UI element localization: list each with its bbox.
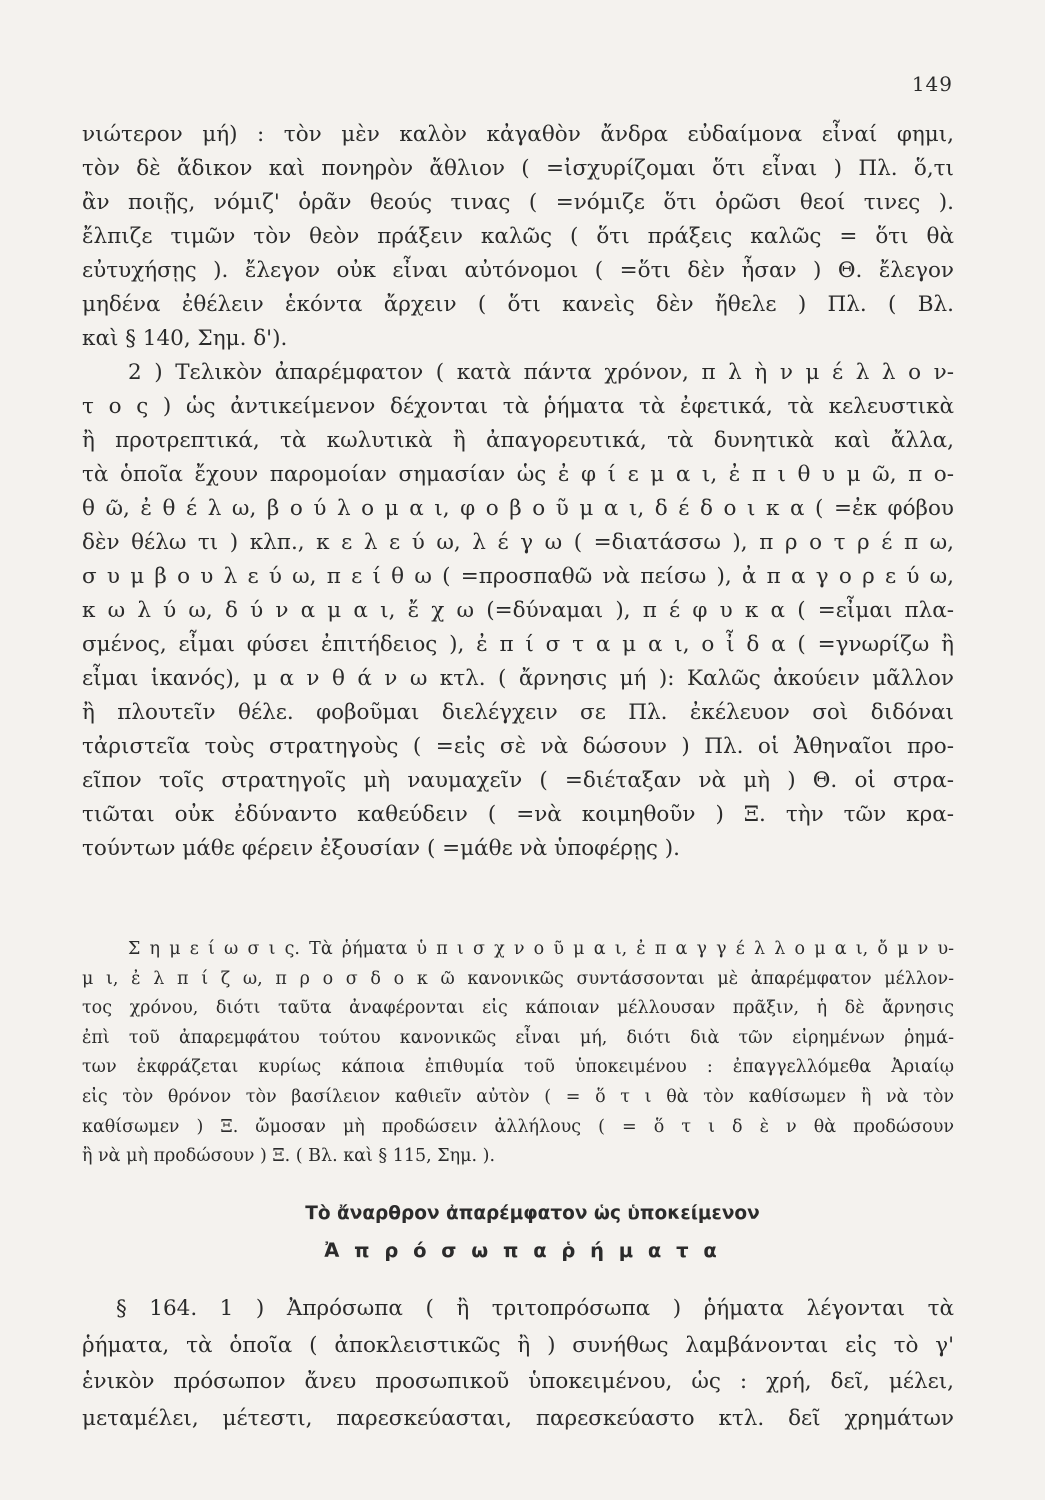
note-block xyxy=(82,935,954,1172)
text-line: εὐτυχήσῃς ). ἔλεγον οὐκ εἶναι αὐτόνομοι ( =ὅτι δὲν ἦσαν ) Θ. ἔλεγον xyxy=(82,258,954,283)
text-line: θ ῶ, ἐ θ έ λ ω, β ο ύ λ ο μ α ι, φ ο β ο ῦ μ α ι, δ έ δ ο ι κ α ( =ἐκ φόβου xyxy=(82,496,954,521)
section-line: ῥήματα, τὰ ὁποῖα ( ἀποκλειστικῶς ἢ ) συνήθως λαμβάνονται εἰς τὸ γ' xyxy=(82,1332,954,1358)
text-line: τἀριστεῖα τοὺς στρατηγοὺς ( =εἰς σὲ νὰ δώσουν ) Πλ. οἱ Ἀθηναῖοι προ- xyxy=(82,734,954,759)
note-line: των ἐκφράζεται κυρίως κάποια ἐπιθυμία τοῦ ὑποκειμένου : ἐπαγγελλόμεθα Ἀριαίῳ xyxy=(82,1057,954,1078)
text-line: τιῶται οὐκ ἐδύναντο καθεύδειν ( =νὰ κοιμηθοῦν ) Ξ. τὴν τῶν κρα- xyxy=(82,802,954,827)
text-line: τ ο ς ) ὡς ἀντικείμενον δέχονται τὰ ῥήματα τὰ ἐφετικά, τὰ κελευστικὰ xyxy=(82,394,954,419)
text-line: νιώτερον μή) : τὸν μὲν καλὸν κἀγαθὸν ἄνδρα εὐδαίμονα εἶναί φημι, xyxy=(82,122,954,147)
text-line: ἂν ποιῇς, νόμιζ' ὁρᾶν θεούς τινας ( =νόμιζε ὅτι ὁρῶσι θεοί τινες ). xyxy=(82,190,954,215)
section-heading: Τὸ ἄναρθρον ἀπαρέμφατον ὡς ὑποκείμενον xyxy=(305,1203,760,1224)
note-line: Σ η μ ε ί ω σ ι ς. Τὰ ῥήματα ὑ π ι σ χ ν ο ῦ μ α ι, ἐ π α γ γ έ λ λ ο μ α ι, ὄ μ ν υ- xyxy=(128,939,954,959)
text-line: καὶ § 140, Σημ. δ'). xyxy=(82,326,288,351)
page-number: 149 xyxy=(911,72,953,96)
text-line: σ υ μ β ο υ λ ε ύ ω, π ε ί θ ω ( =προσπαθῶ νὰ πείσω ), ἀ π α γ ο ρ ε ύ ω, xyxy=(82,564,954,589)
text-line: τὸν δὲ ἄδικον καὶ πονηρὸν ἄθλιον ( =ἰσχυρίζομαι ὅτι εἶναι ) Πλ. ὅ,τι xyxy=(82,156,954,181)
text-line: 2 ) Τελικὸν ἀπαρέμφατον ( κατὰ πάντα χρόνον, π λ ὴ ν μ έ λ λ ο ν- xyxy=(128,360,954,385)
text-line: μηδένα ἐθέλειν ἑκόντα ἄρχειν ( ὅτι κανεὶς δὲν ἤθελε ) Πλ. ( Βλ. xyxy=(82,292,954,317)
text-line: τούντων μάθε φέρειν ἐξουσίαν ( =μάθε νὰ ὑποφέρῃς ). xyxy=(82,836,680,861)
text-line: ἔλπιζε τιμῶν τὸν θεὸν πράξειν καλῶς ( ὅτι πράξεις καλῶς = ὅτι θὰ xyxy=(82,224,954,249)
text-line: εἶμαι ἱκανός), μ α ν θ ά ν ω κτλ. ( ἄρνησις μή ): Καλῶς ἀκούειν μᾶλλον xyxy=(82,666,954,691)
note-line: μ ι, ἐ λ π ί ζ ω, π ρ ο σ δ ο κ ῶ κανονικῶς συντάσσονται μὲ ἀπαρέμφατον μέλλον- xyxy=(82,968,954,989)
text-line: ἢ πλουτεῖν θέλε. φοβοῦμαι διελέγχειν σε Πλ. ἐκέλευον σοὶ διδόναι xyxy=(82,700,954,725)
text-line: εῖπον τοῖς στρατηγοῖς μὴ ναυμαχεῖν ( =διέταξαν νὰ μὴ ) Θ. οἱ στρα- xyxy=(82,768,954,793)
note-line: καθίσωμεν ) Ξ. ὤμοσαν μὴ προδώσειν ἀλλήλους ( = ὅ τ ι δ ὲ ν θὰ προδώσουν xyxy=(82,1116,954,1137)
section-164 xyxy=(82,1291,954,1437)
text-line: ἢ προτρεπτικά, τὰ κωλυτικὰ ἢ ἀπαγορευτικά, τὰ δυνητικὰ καὶ ἄλλα, xyxy=(82,428,954,453)
note-line: τος χρόνου, διότι ταῦτα ἀναφέρονται εἰς κάποιαν μέλλουσαν πρᾶξιν, ἡ δὲ ἄρνησις xyxy=(82,998,954,1019)
text-line: κ ω λ ύ ω, δ ύ ν α μ α ι, ἔ χ ω (=δύναμαι ), π έ φ υ κ α ( =εἶμαι πλα- xyxy=(82,598,954,623)
section-subheading: Ἀ π ρ ό σ ω π α ῥ ή μ α τ α xyxy=(324,1239,721,1262)
section-line: μεταμέλει, μέτεστι, παρεσκεύασται, παρεσκεύαστο κτλ. δεῖ χρημάτων xyxy=(82,1405,954,1431)
section-line: ἑνικὸν πρόσωπον ἄνευ προσωπικοῦ ὑποκειμένου, ὡς : χρή, δεῖ, μέλει, xyxy=(82,1369,954,1394)
main-text xyxy=(82,118,954,866)
note-line: ἢ νὰ μὴ προδώσουν ) Ξ. ( Βλ. καὶ § 115, Σημ. ). xyxy=(82,1146,496,1167)
section-line: § 164. 1 ) Ἀπρόσωπα ( ἢ τριτοπρόσωπα ) ῥήματα λέγονται τὰ xyxy=(116,1296,954,1321)
text-line: τὰ ὁποῖα ἔχουν παρομοίαν σημασίαν ὡς ἐ φ ί ε μ α ι, ἐ π ι θ υ μ ῶ, π ο- xyxy=(82,462,954,487)
note-line: ἐπὶ τοῦ ἀπαρεμφάτου τούτου κανονικῶς εἶναι μή, διότι διὰ τῶν εἰρημένων ῥημά- xyxy=(82,1027,954,1048)
note-line: εἰς τὸν θρόνον τὸν βασίλειον καθιεῖν αὐτὸν ( = ὅ τ ι θὰ τὸν καθίσωμεν ἢ νὰ τὸν xyxy=(82,1086,954,1107)
text-line: σμένος, εἶμαι φύσει ἐπιτήδειος ), ἐ π ί σ τ α μ α ι, ο ἶ δ α ( =γνωρίζω ἢ xyxy=(82,632,954,657)
text-line: δὲν θέλω τι ) κλπ., κ ε λ ε ύ ω, λ έ γ ω ( =διατάσσω ), π ρ ο τ ρ έ π ω, xyxy=(82,530,954,555)
